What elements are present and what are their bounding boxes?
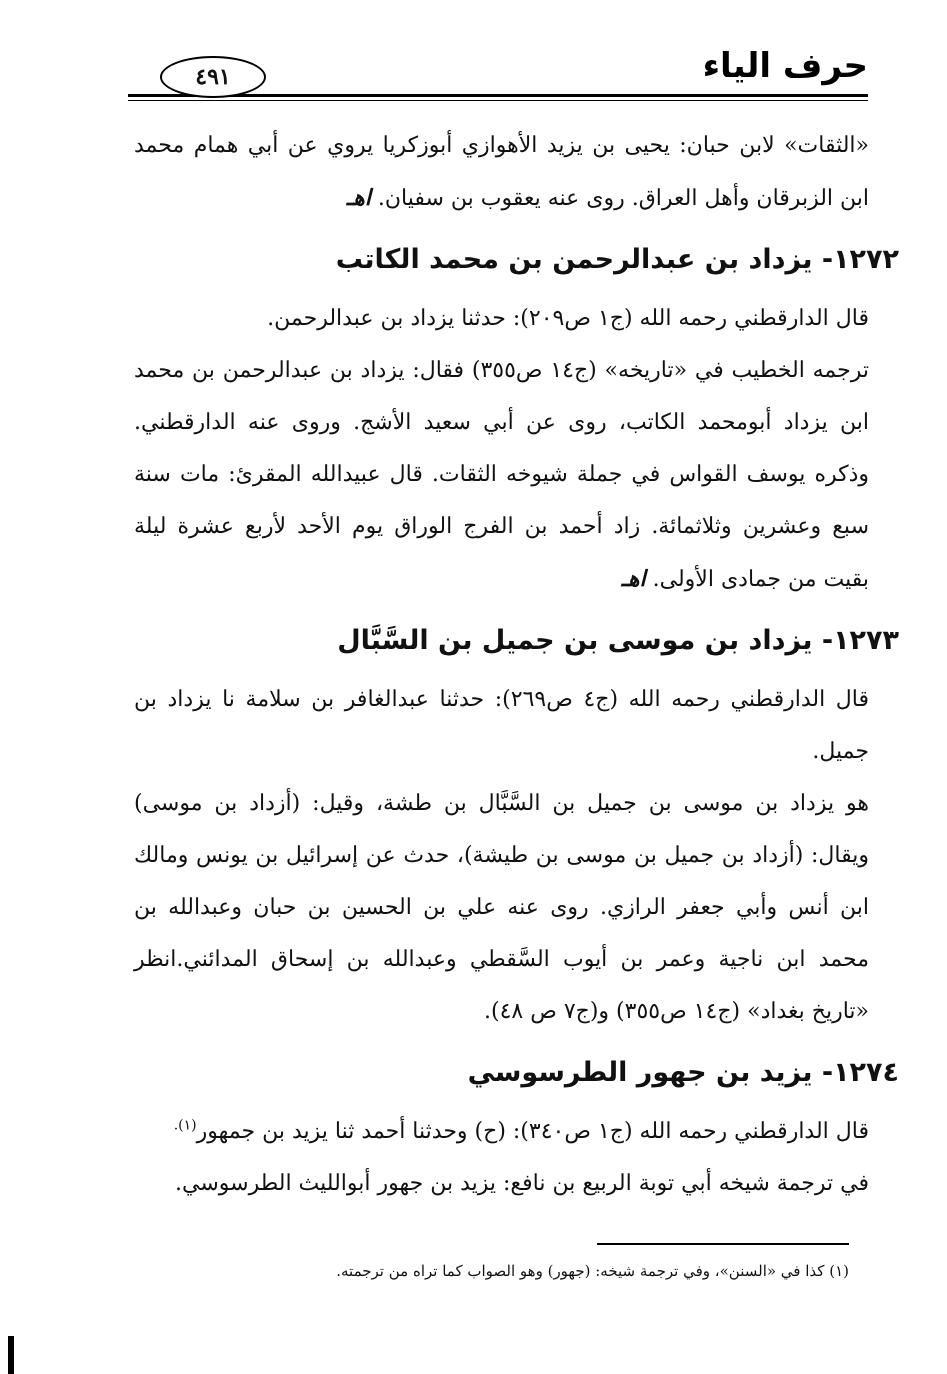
footnote-marker: (١): [829, 1262, 849, 1280]
entry-paragraph: ترجمه الخطيب في «تاريخه» (ج١٤ ص٣٥٥) فقال: يزداد بن عبدالرحمن بن محمد ابن يزداد أبومحمد الكاتب، روى عن أبي سعيد الأشج. وروى عنه الدارقطني. وذكره يوسف القواس في جملة شيوخه الثقات. قال عبيدالله المقرئ: مات سنة سبع وعشرين وثلاثمائة. زاد أحمد بن الفرج الوراق يوم الأحد لأربع عشرة ليلة بقيت من جمادى الأولى. اهـ: [134, 358, 869, 592]
entry-heading: ١٢٧٣- يزداد بن موسى بن جميل بن السَّبَّال: [337, 625, 899, 656]
footnote: [129, 1258, 849, 1284]
header-rule-thin: [128, 100, 868, 101]
footnote-text: كذا في «السنن»، وفي ترجمة شيخه: (جهور) وهو الصواب كما تراه من ترجمته.: [336, 1262, 825, 1280]
page-content: [134, 120, 899, 1210]
footnote-reference[interactable]: (١).: [173, 1117, 197, 1134]
entry-paragraph: قال الدارقطني رحمه الله (ج١ ص٢٠٩): حدثنا يزداد بن عبدالرحمن.: [267, 306, 869, 331]
running-title: حرف الياء: [702, 46, 868, 86]
intro-paragraph: «الثقات» لابن حبان: يحيى بن يزيد الأهوازي أبوزكريا يروي عن أبي همام محمد ابن الزبرقان وأهل العراق. روى عنه يعقوب بن سفيان. اهـ: [134, 133, 869, 211]
page-number-text: ٤٩١: [195, 64, 231, 90]
entry-heading: ١٢٧٢- يزداد بن عبدالرحمن بن محمد الكاتب: [335, 244, 899, 275]
entry-paragraph: قال الدارقطني رحمه الله (ج٤ ص٢٦٩): حدثنا عبدالغافر بن سلامة نا يزداد بن جميل.: [134, 687, 870, 764]
entry-paragraph: هو يزداد بن موسى بن جميل بن السَّبَّال بن طشة، وقيل: (أزداد بن موسى) ويقال: (أزداد بن جميل بن موسى بن طيشة)، حدث عن إسرائيل بن يونس ومالك ابن أنس وأبي جعفر الرازي. روى عنه علي بن الحسين بن حبان وعبدالله بن محمد ابن ناجية وعمر بن أيوب السَّقطي وعبدالله بن إسحاق المدائني.انظر «تاريخ بغداد» (ج١٤ ص٣٥٥) و(ج٧ ص ٤٨).: [134, 791, 870, 1024]
page-header: [128, 44, 868, 100]
scan-edge-mark: [8, 1336, 14, 1374]
end-mark: اهـ: [621, 566, 646, 592]
entry-paragraph: قال الدارقطني رحمه الله (ج١ ص٣٤٠): (ح) وحدثنا أحمد ثنا يزيد بن جمهور$^{(١).}$: [173, 1117, 869, 1144]
end-mark: اهـ: [346, 185, 371, 211]
footnote-rule: [597, 1243, 849, 1245]
entry-paragraph: في ترجمة شيخه أبي توبة الربيع بن نافع: يزيد بن جهور أبوالليث الطرسوسي.: [175, 1171, 869, 1196]
header-rule-tail: [128, 95, 164, 97]
entry-heading: ١٢٧٤- يزيد بن جهور الطرسوسي: [467, 1057, 899, 1088]
page-number: [160, 56, 266, 98]
